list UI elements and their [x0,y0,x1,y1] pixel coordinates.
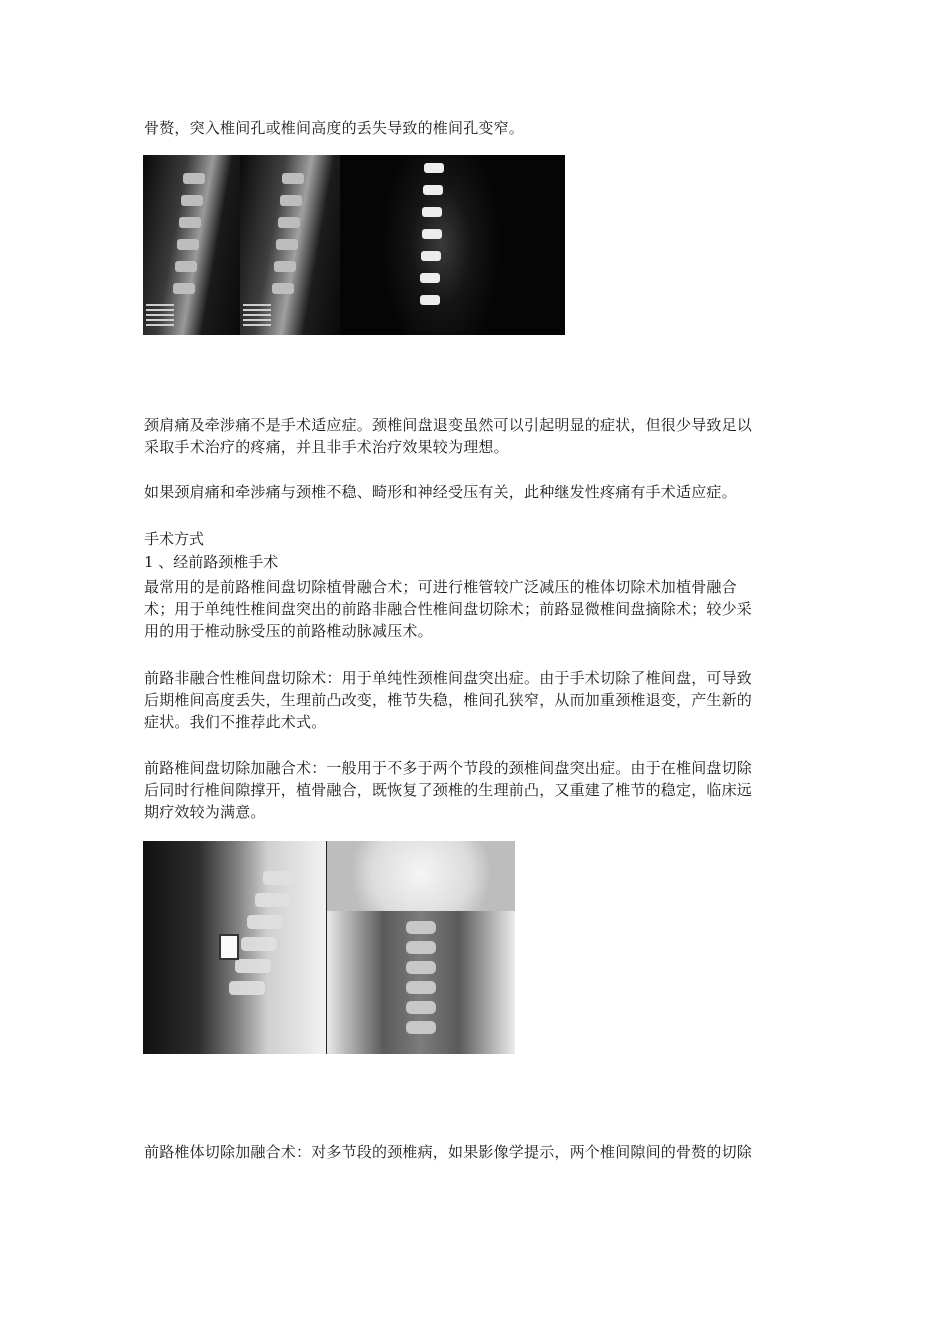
implant-cage [219,934,239,960]
paragraph-corpectomy-fusion: 前路椎体切除加融合术：对多节段的颈椎病，如果影像学提示，两个椎间隙间的骨赘的切除 [144,1143,753,1161]
mri-sagittal-t2-image [340,155,565,335]
xray-figure [143,841,515,1054]
paragraph-anterior-methods: 最常用的是前路椎间盘切除植骨融合术；可进行椎管较广泛减压的椎体切除术加植骨融合 术；用于单纯性椎间盘突出的前路非融合性椎间盘切除术；前路显微椎间盘摘除术；较少采 用的用于椎动脉受压的前路椎动脉减压术。 [144,578,753,640]
mri-figure [143,155,565,335]
paragraph-discectomy-fusion: 前路椎间盘切除加融合术：一般用于不多于两个节段的颈椎间盘突出症。由于在椎间盘切除 后同时行椎间隙撑开，植骨融合，既恢复了颈椎的生理前凸，又重建了椎节的稳定，临床远 期疗效较为满意。 [144,759,753,821]
section-title: 手术方式 [144,530,205,548]
xray-lateral-image [143,841,326,1054]
subsection-title: 1 、经前路颈椎手术 [144,553,279,571]
paragraph-non-fusion: 前路非融合性椎间盘切除术：用于单纯性颈椎间盘突出症。由于手术切除了椎间盘，可导致 后期椎间高度丢失，生理前凸改变，椎节失稳，椎间孔狭窄，从而加重颈椎退变，产生新的 症状。我们不推荐此术式。 [144,669,753,731]
paragraph-indications: 颈肩痛及牵涉痛不是手术适应症。颈椎间盘退变虽然可以引起明显的症状，但很少导致足以 采取手术治疗的疼痛，并且非手术治疗效果较为理想。 [144,416,753,456]
xray-ap-image [327,841,515,1054]
mri-sagittal-t1-image [143,155,240,335]
paragraph-secondary-pain: 如果颈肩痛和牵涉痛与颈椎不稳、畸形和神经受压有关，此种继发性疼痛有手术适应症。 [144,483,737,501]
paragraph-foramen-narrowing: 骨赘，突入椎间孔或椎间高度的丢失导致的椎间孔变窄。 [144,119,525,137]
mri-sagittal-t1-image-2 [240,155,340,335]
